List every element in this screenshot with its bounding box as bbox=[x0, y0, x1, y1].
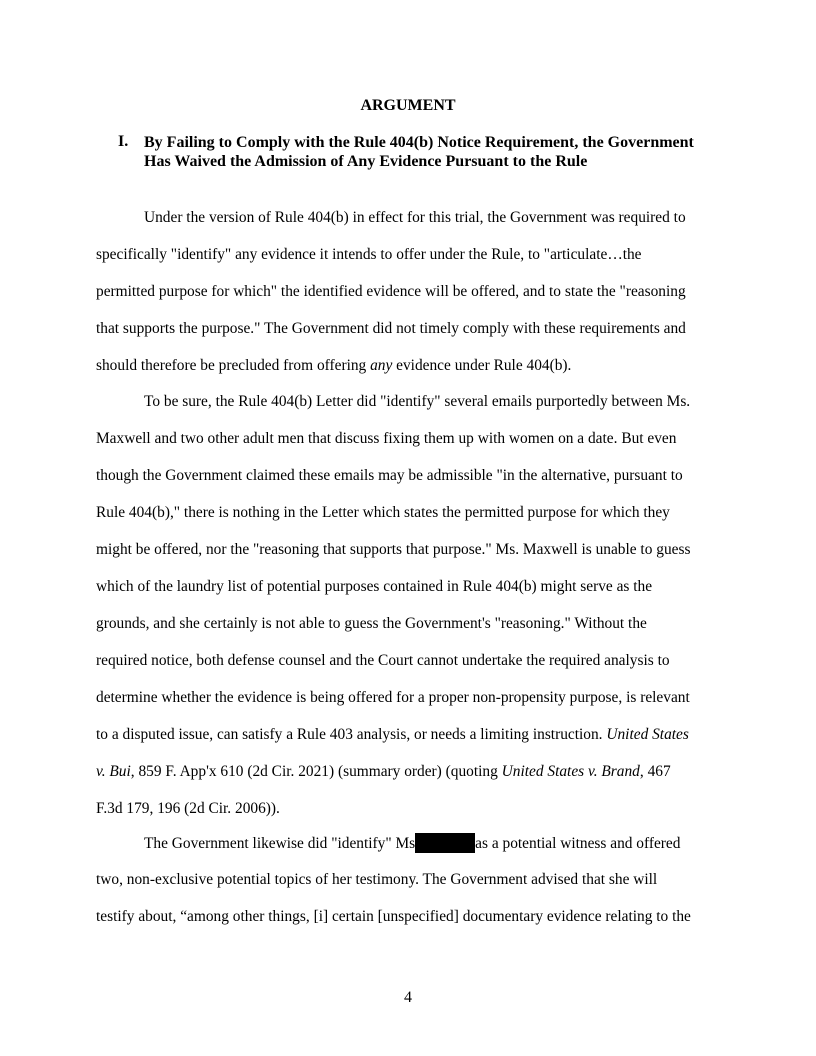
text-line bbox=[96, 725, 689, 745]
text-line: that supports the purpose." The Government did not timely comply with these requirements and bbox=[96, 320, 686, 337]
text-line: two, non-exclusive potential topics of her testimony. The Government advised that she will bbox=[96, 871, 658, 888]
text-span: should therefore be precluded from offering bbox=[96, 357, 371, 374]
text-line bbox=[96, 762, 671, 782]
text-span: , 859 F. App'x 610 (2d Cir. 2021) (summary order) (quoting bbox=[130, 763, 502, 780]
text-line: Rule 404(b)," there is nothing in the Letter which states the permitted purpose for which they bbox=[96, 504, 670, 521]
text-span: to a disputed issue, can satisfy a Rule 403 analysis, or needs a limiting instruction. bbox=[96, 726, 607, 743]
section-title: By Failing to Comply with the Rule 404(b) Notice Requirement, the Government Has Waived the Admission of Any Evidence Pursuant to the Rule bbox=[144, 134, 694, 170]
text-line: testify about, “among other things, [i] certain [unspecified] documentary evidence relating to the bbox=[96, 908, 691, 925]
redaction-box bbox=[415, 833, 475, 853]
text-line: though the Government claimed these emails may be admissible "in the alternative, pursuant to bbox=[96, 467, 683, 484]
case-citation: United States v. Brand bbox=[501, 763, 640, 780]
text-line: Under the version of Rule 404(b) in effect for this trial, the Government was required to bbox=[144, 209, 686, 226]
text-line: which of the laundry list of potential purposes contained in Rule 404(b) might serve as the bbox=[96, 578, 653, 595]
text-line bbox=[96, 356, 571, 376]
text-line: specifically "identify" any evidence it intends to offer under the Rule, to "articulate…the bbox=[96, 246, 642, 263]
section-number: I. bbox=[118, 133, 129, 150]
text-line: To be sure, the Rule 404(b) Letter did "identify" several emails purportedly between Ms. bbox=[144, 393, 691, 410]
text-line bbox=[144, 833, 680, 854]
page-number: 4 bbox=[404, 989, 412, 1006]
argument-heading: ARGUMENT bbox=[360, 97, 456, 114]
case-citation: United States bbox=[606, 726, 689, 743]
text-span: The Government likewise did "identify" Ms bbox=[144, 835, 416, 852]
text-span: , 467 bbox=[639, 763, 671, 780]
emphasis-any: any bbox=[370, 357, 393, 374]
text-span: evidence under Rule 404(b). bbox=[392, 357, 572, 374]
text-line: grounds, and she certainly is not able to guess the Government's "reasoning." Without the bbox=[96, 615, 647, 632]
text-line: might be offered, nor the "reasoning that supports that purpose." Ms. Maxwell is unable to guess bbox=[96, 541, 691, 558]
text-line: required notice, both defense counsel and the Court cannot undertake the required analysis to bbox=[96, 652, 670, 669]
text-line: F.3d 179, 196 (2d Cir. 2006)). bbox=[96, 800, 280, 817]
text-line: permitted purpose for which" the identified evidence will be offered, and to state the "reasoning bbox=[96, 283, 686, 300]
text-span: as a potential witness and offered bbox=[475, 835, 681, 852]
text-line: Maxwell and two other adult men that discuss fixing them up with women on a date. But even bbox=[96, 430, 677, 447]
text-line: determine whether the evidence is being offered for a proper non-propensity purpose, is relevant bbox=[96, 689, 690, 706]
case-citation: v. Bui bbox=[96, 763, 131, 780]
